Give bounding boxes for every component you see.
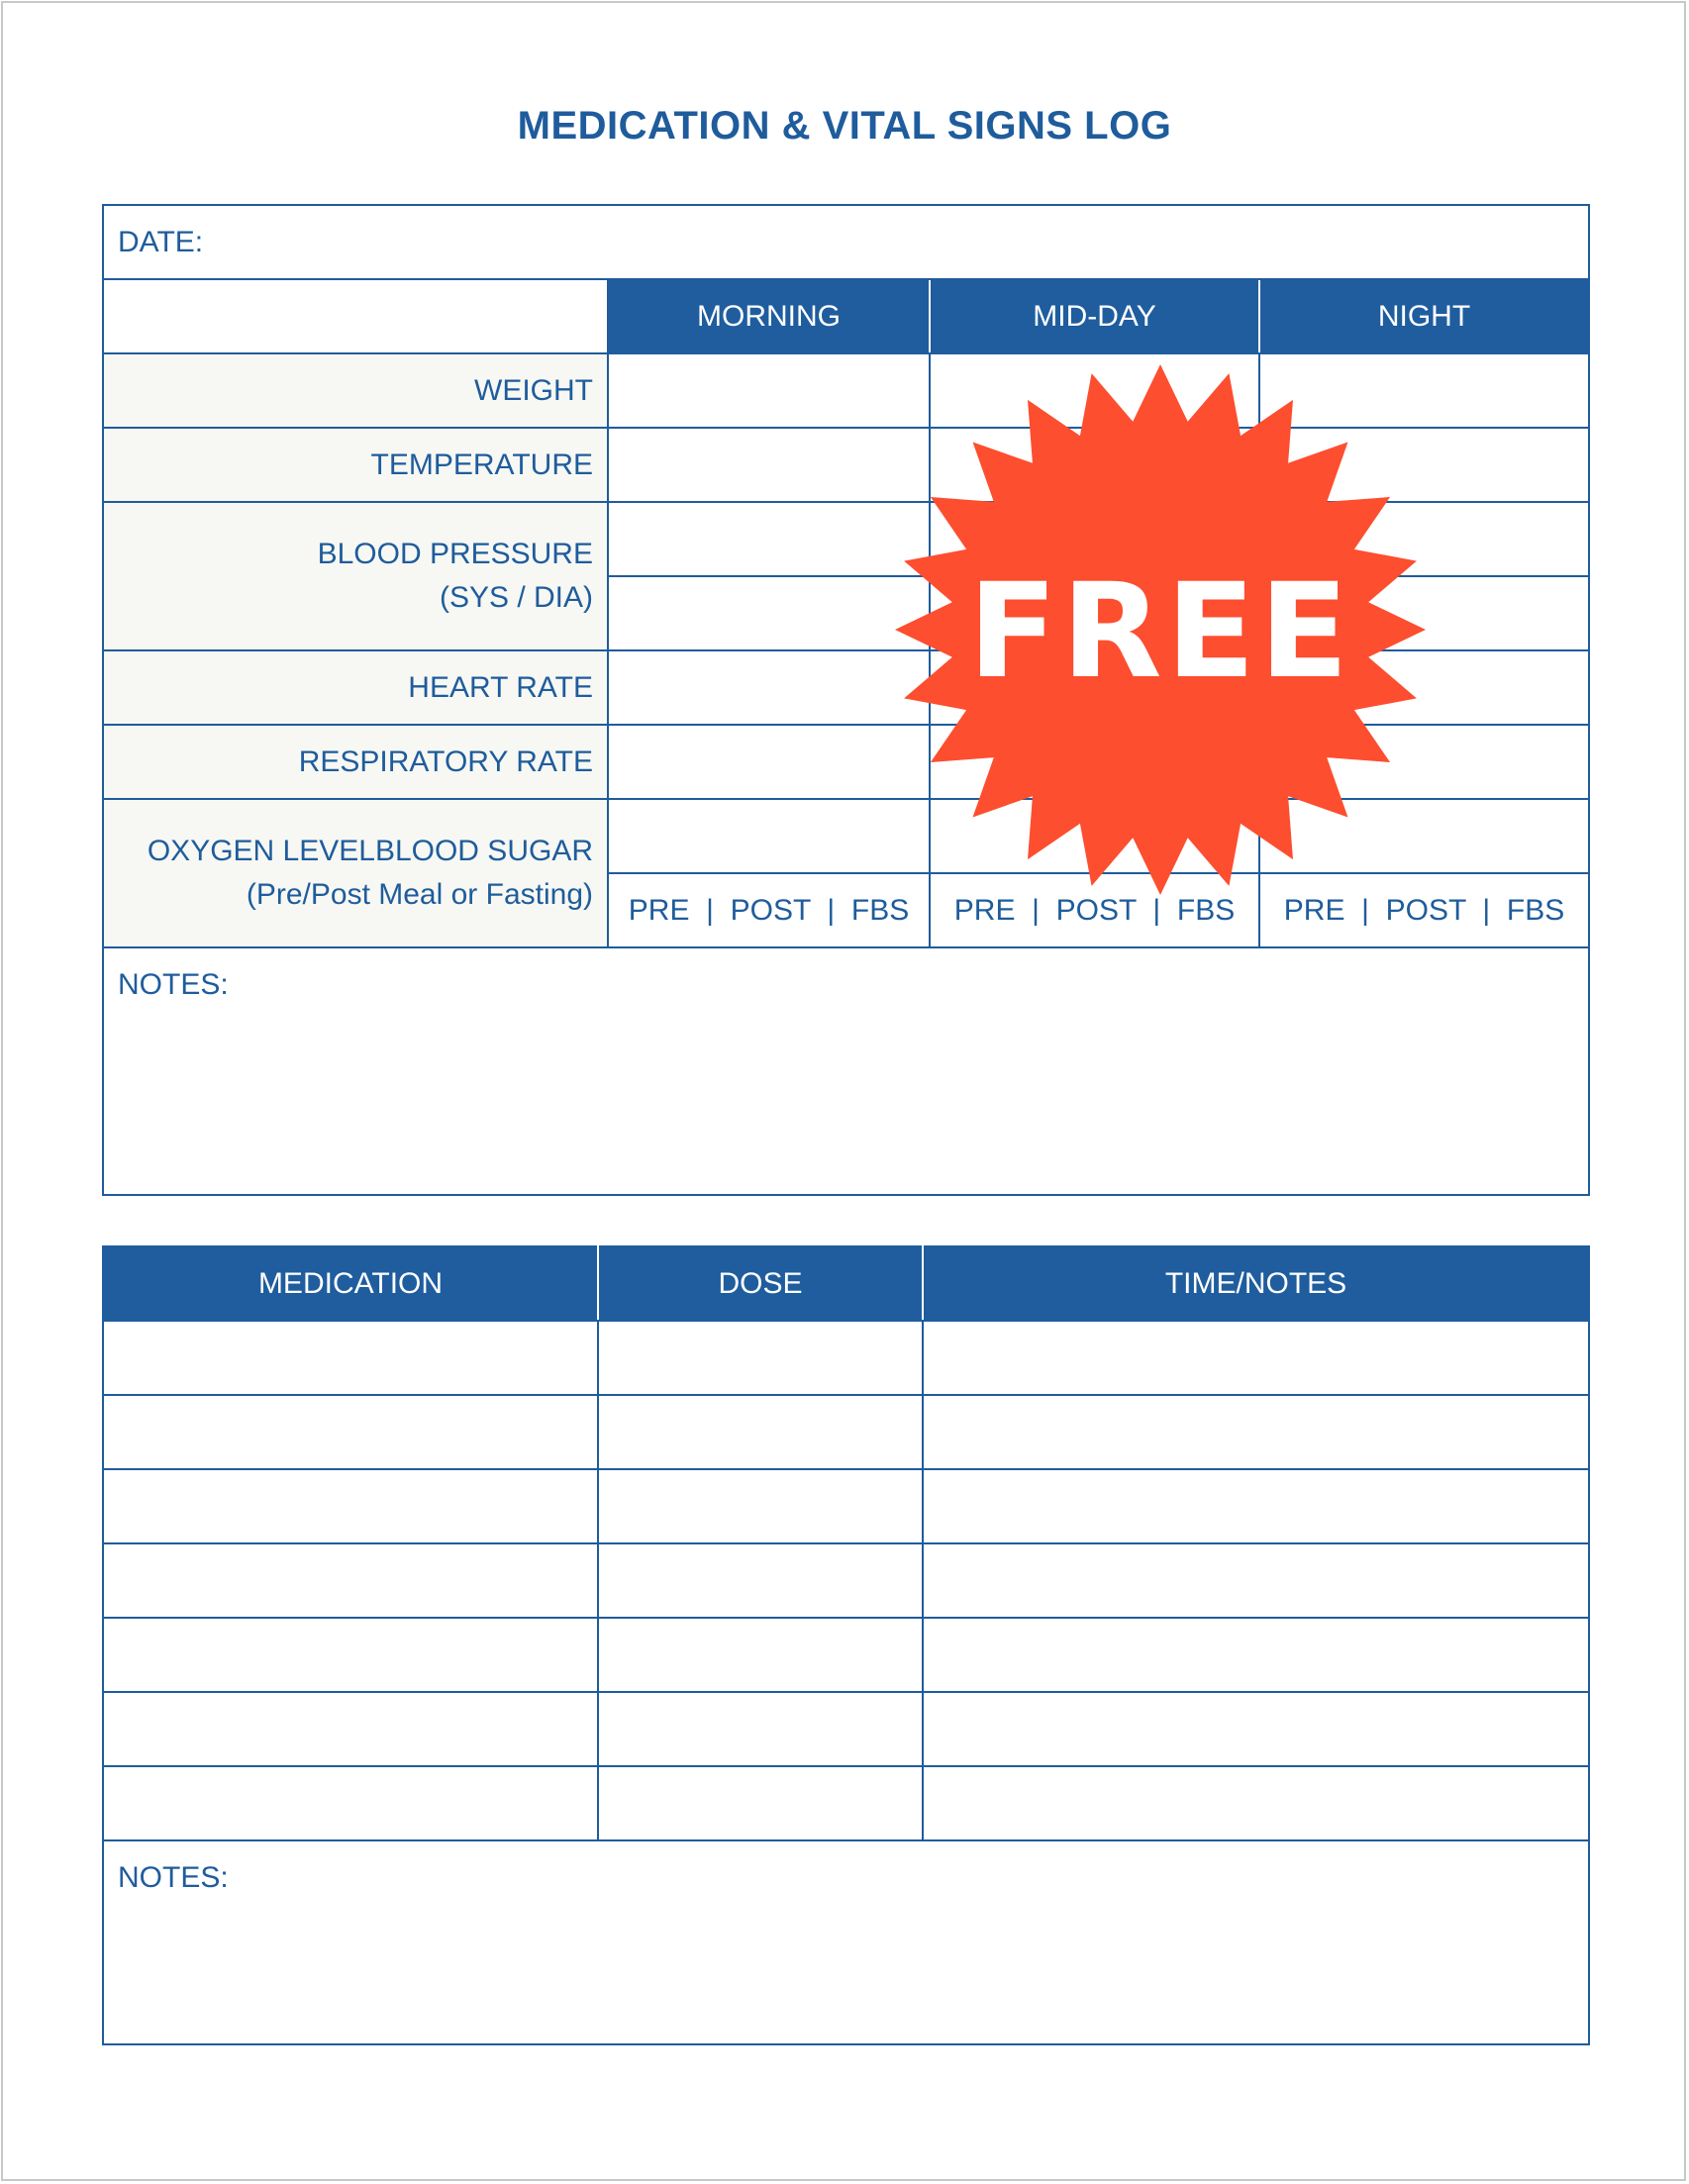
table-row xyxy=(103,1395,1589,1469)
medication-cell[interactable] xyxy=(103,1766,598,1840)
time-notes-cell[interactable] xyxy=(923,1395,1589,1469)
time-notes-cell[interactable] xyxy=(923,1618,1589,1692)
badge-text: FREE xyxy=(967,555,1353,708)
medication-cell[interactable] xyxy=(103,1543,598,1618)
notes-label: NOTES: xyxy=(118,1861,229,1894)
entry-cell[interactable] xyxy=(608,650,930,725)
sugar-options-night[interactable]: PRE | POST | FBS xyxy=(1259,873,1589,947)
column-header-time-notes: TIME/NOTES xyxy=(923,1246,1589,1321)
table-row xyxy=(103,1321,1589,1395)
entry-cell[interactable] xyxy=(608,502,930,576)
medication-table xyxy=(102,1245,1590,2045)
sugar-options-mid-day[interactable]: PRE | POST | FBS xyxy=(930,873,1259,947)
page-title: MEDICATION & VITAL SIGNS LOG xyxy=(517,104,1172,148)
sugar-options-morning[interactable]: PRE | POST | FBS xyxy=(608,873,930,947)
medication-cell[interactable] xyxy=(103,1692,598,1766)
table-row xyxy=(103,1469,1589,1543)
medication-cell[interactable] xyxy=(103,1469,598,1543)
time-notes-cell[interactable] xyxy=(923,1543,1589,1618)
row-label-oxygen-blood-sugar xyxy=(103,799,608,947)
column-header-morning: MORNING xyxy=(608,279,930,353)
header-blank-cell xyxy=(103,279,608,353)
dose-cell[interactable] xyxy=(598,1618,923,1692)
column-header-mid-day: MID-DAY xyxy=(930,279,1259,353)
row-label-blood-pressure xyxy=(103,502,608,650)
vitals-notes-field[interactable] xyxy=(103,947,1589,1195)
row-label-weight: WEIGHT xyxy=(103,353,608,428)
entry-cell[interactable] xyxy=(608,799,930,873)
blood-sugar-sublabel: (Pre/Post Meal or Fasting) xyxy=(246,878,593,911)
date-field[interactable] xyxy=(103,205,1589,279)
free-badge xyxy=(891,362,1431,897)
dose-cell[interactable] xyxy=(598,1692,923,1766)
table-row xyxy=(103,1692,1589,1766)
column-header-medication: MEDICATION xyxy=(103,1246,598,1321)
medication-cell[interactable] xyxy=(103,1321,598,1395)
blood-pressure-sublabel: (SYS / DIA) xyxy=(439,581,593,614)
medication-notes-field[interactable] xyxy=(103,1840,1589,2044)
dose-cell[interactable] xyxy=(598,1543,923,1618)
oxygen-blood-sugar-label: OXYGEN LEVELBLOOD SUGAR xyxy=(147,835,593,867)
row-label-temperature: TEMPERATURE xyxy=(103,428,608,502)
medication-cell[interactable] xyxy=(103,1618,598,1692)
blood-pressure-label: BLOOD PRESSURE xyxy=(317,538,593,570)
notes-label: NOTES: xyxy=(118,968,229,1001)
medication-cell[interactable] xyxy=(103,1395,598,1469)
table-row xyxy=(103,1618,1589,1692)
time-notes-cell[interactable] xyxy=(923,1766,1589,1840)
date-label: DATE: xyxy=(118,226,204,258)
entry-cell[interactable] xyxy=(608,353,930,428)
row-label-respiratory-rate: RESPIRATORY RATE xyxy=(103,725,608,799)
entry-cell[interactable] xyxy=(608,428,930,502)
time-notes-cell[interactable] xyxy=(923,1321,1589,1395)
dose-cell[interactable] xyxy=(598,1469,923,1543)
entry-cell[interactable] xyxy=(608,725,930,799)
row-label-heart-rate: HEART RATE xyxy=(103,650,608,725)
dose-cell[interactable] xyxy=(598,1321,923,1395)
time-notes-cell[interactable] xyxy=(923,1469,1589,1543)
table-row xyxy=(103,1543,1589,1618)
table-row xyxy=(103,1766,1589,1840)
column-header-night: NIGHT xyxy=(1259,279,1589,353)
time-notes-cell[interactable] xyxy=(923,1692,1589,1766)
column-header-dose: DOSE xyxy=(598,1246,923,1321)
entry-cell[interactable] xyxy=(608,576,930,650)
dose-cell[interactable] xyxy=(598,1395,923,1469)
dose-cell[interactable] xyxy=(598,1766,923,1840)
